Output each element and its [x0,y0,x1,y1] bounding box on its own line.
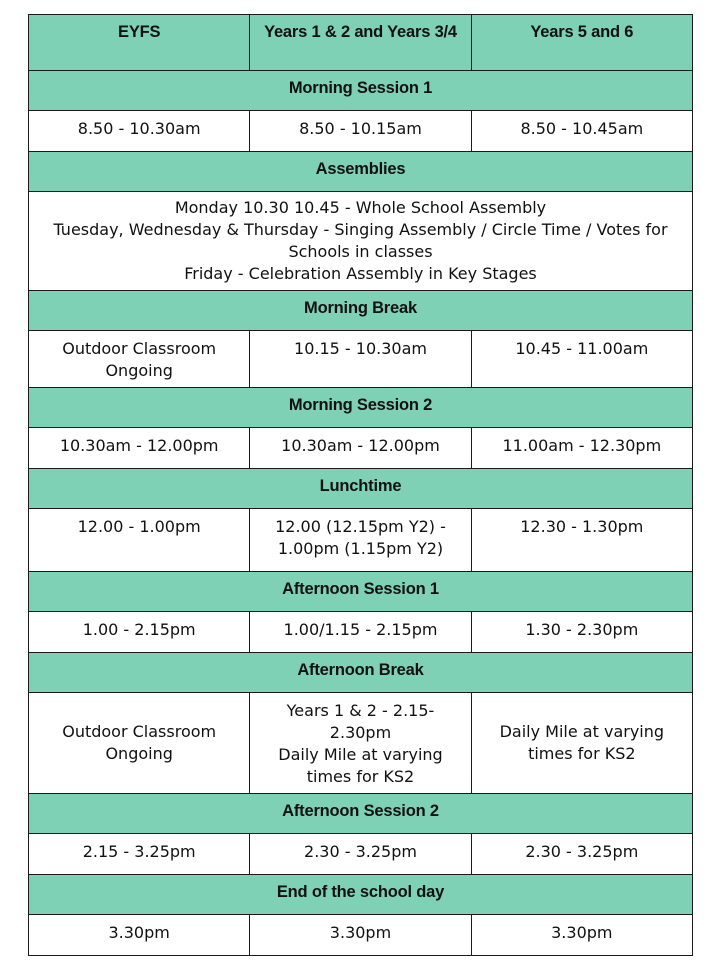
cell-eyfs [29,693,250,794]
section-row-assemblies [29,152,693,192]
cell-line: Outdoor Classroom [62,722,217,741]
cell-years-5-6: 8.50 - 10.45am [471,111,692,152]
table-row [29,834,693,875]
cell-eyfs: 3.30pm [29,915,250,956]
cell-years-5-6: 1.30 - 2.30pm [471,612,692,653]
assembly-line-tue-thu: Tuesday, Wednesday & Thursday - Singing Assembly / Circle Time / Votes for Schools in classes [53,220,668,261]
section-row-morning-break [29,291,693,331]
section-title: Afternoon Session 2 [29,794,693,834]
section-title: Lunchtime [29,469,693,509]
cell-years-5-6: 10.45 - 11.00am [471,331,692,388]
assembly-line-friday: Friday - Celebration Assembly in Key Stages [184,264,537,283]
cell-line: times for KS2 [306,767,415,786]
cell-line: Years 1 & 2 - 2.15- [286,701,435,720]
cell-eyfs: 1.00 - 2.15pm [29,612,250,653]
section-title: Assemblies [29,152,693,192]
cell-line: Daily Mile at varying [499,722,665,741]
column-header-eyfs: EYFS [29,15,250,71]
cell-line: Ongoing [105,744,173,763]
cell-years-5-6: 12.30 - 1.30pm [471,509,692,572]
cell-eyfs: 12.00 - 1.00pm [29,509,250,572]
table-row [29,192,693,291]
table-row [29,428,693,469]
cell-years-1-4 [250,693,471,794]
cell-line: 12.00 (12.15pm Y2) - [275,517,446,536]
cell-eyfs: 2.15 - 3.25pm [29,834,250,875]
table-row [29,612,693,653]
assembly-line-monday: Monday 10.30 10.45 - Whole School Assembly [174,198,547,217]
table-row [29,111,693,152]
section-row-morning-session-1 [29,71,693,111]
cell-years-5-6: 2.30 - 3.25pm [471,834,692,875]
cell-years-5-6 [471,693,692,794]
section-title: End of the school day [29,875,693,915]
column-header-years-1-4: Years 1 & 2 and Years 3/4 [250,15,471,71]
section-title: Morning Break [29,291,693,331]
cell-line: Ongoing [105,361,173,380]
cell-years-1-4: 8.50 - 10.15am [250,111,471,152]
section-title: Afternoon Break [29,653,693,693]
cell-years-5-6: 3.30pm [471,915,692,956]
table-row [29,509,693,572]
cell-line: times for KS2 [528,744,636,763]
section-title: Afternoon Session 1 [29,572,693,612]
header-row [29,15,693,71]
section-row-afternoon-session-2 [29,794,693,834]
school-day-timetable [28,14,693,956]
assemblies-cell [29,192,693,291]
section-title: Morning Session 1 [29,71,693,111]
section-row-afternoon-break [29,653,693,693]
cell-eyfs: 10.30am - 12.00pm [29,428,250,469]
cell-line: Outdoor Classroom [62,339,217,358]
section-row-afternoon-session-1 [29,572,693,612]
cell-years-1-4: 10.15 - 10.30am [250,331,471,388]
section-row-morning-session-2 [29,388,693,428]
table-row [29,693,693,794]
cell-years-1-4: 10.30am - 12.00pm [250,428,471,469]
cell-years-1-4 [250,509,471,572]
cell-eyfs: 8.50 - 10.30am [29,111,250,152]
cell-years-1-4: 1.00/1.15 - 2.15pm [250,612,471,653]
cell-years-1-4: 2.30 - 3.25pm [250,834,471,875]
table-row [29,915,693,956]
section-title: Morning Session 2 [29,388,693,428]
column-header-years-5-6: Years 5 and 6 [471,15,692,71]
cell-years-1-4: 3.30pm [250,915,471,956]
cell-eyfs [29,331,250,388]
section-row-lunchtime [29,469,693,509]
cell-line: 2.30pm [329,723,392,742]
cell-line: Daily Mile at varying [278,745,443,764]
cell-line: 1.00pm (1.15pm Y2) [277,539,444,558]
table-row [29,331,693,388]
cell-years-5-6: 11.00am - 12.30pm [471,428,692,469]
section-row-end-of-day [29,875,693,915]
